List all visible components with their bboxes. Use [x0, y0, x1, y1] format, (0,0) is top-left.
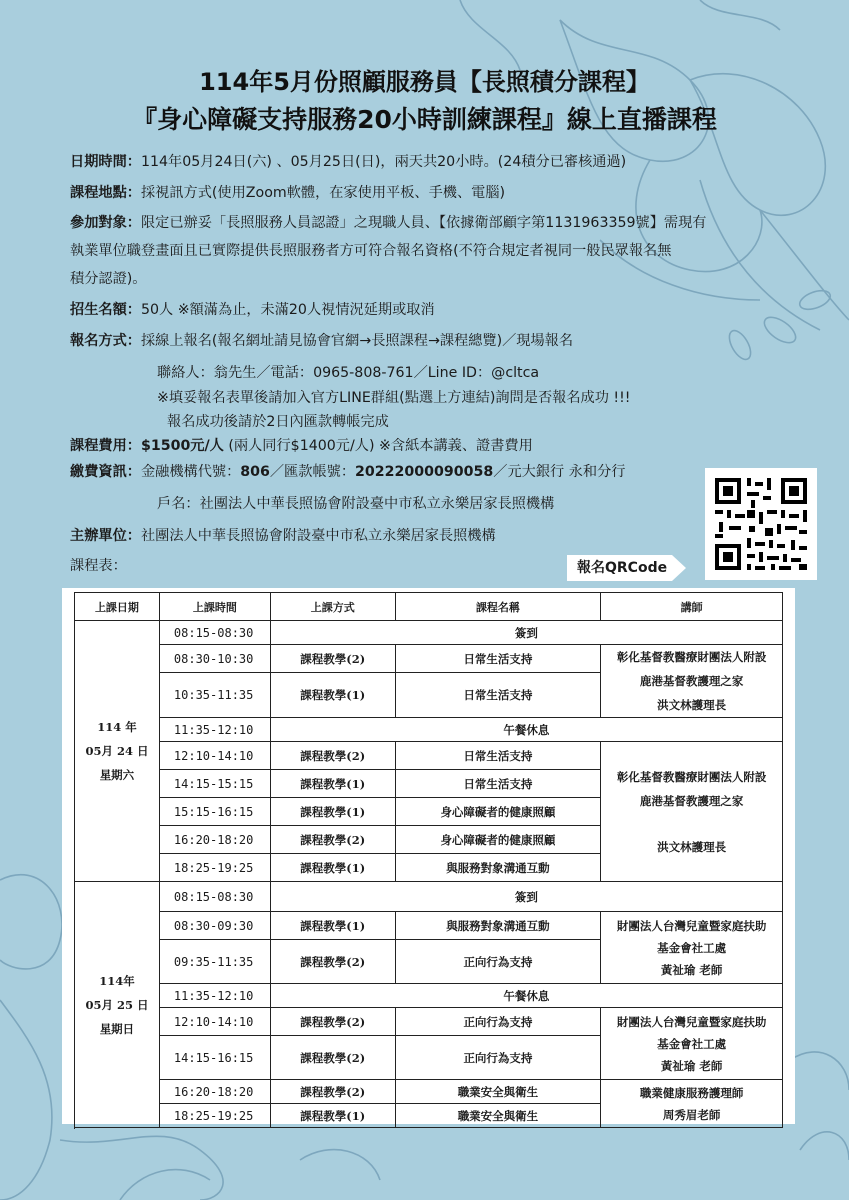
- qr-label: 報名QRCode: [567, 555, 672, 581]
- title-line-2: 『身心障礙支持服務20小時訓練課程』線上直播課程: [132, 105, 717, 134]
- course-cell: 日常生活支持: [395, 742, 601, 770]
- mode-cell: 課程教學(2): [270, 645, 395, 673]
- table-row: [75, 621, 783, 645]
- organizer-row: [70, 526, 496, 546]
- lecturer-cell: [601, 912, 783, 984]
- table-header-row: [75, 593, 783, 621]
- mode-cell: 課程教學(1): [270, 854, 395, 882]
- target-label: 參加對象：: [70, 215, 141, 231]
- register-value: 採線上報名(報名網址請見協會官網→長照課程→課程總覽)／現場報名: [140, 333, 574, 349]
- day1-year: 114 年: [97, 720, 137, 734]
- payment-suffix: ／元大銀行 永和分行: [493, 464, 626, 480]
- course-cell: 正向行為支持: [395, 1008, 601, 1036]
- course-cell: 身心障礙者的健康照顧: [395, 798, 601, 826]
- course-cell: 職業安全與衛生: [395, 1104, 601, 1128]
- header-date: 上課日期: [75, 593, 160, 621]
- mode-cell: 課程教學(2): [270, 1036, 395, 1080]
- course-cell: 日常生活支持: [395, 770, 601, 798]
- payment-mid: ／匯款帳號：: [269, 464, 356, 480]
- lecturer-line: 彰化基督教醫療財團法人附設: [616, 650, 767, 664]
- day1-date: 05月 24 日: [85, 744, 149, 758]
- time-cell: 08:15-08:30: [159, 882, 270, 912]
- fee-row: [70, 436, 533, 456]
- time-cell: 08:30-10:30: [159, 645, 270, 673]
- note-cell: 午餐休息: [270, 984, 782, 1008]
- lecturer-line: 基金會社工處: [657, 940, 727, 955]
- registration-qr-code[interactable]: [705, 468, 817, 580]
- schedule-table-container: [62, 588, 795, 1124]
- time-cell: 12:10-14:10: [159, 742, 270, 770]
- fee-amount: $1500元/人: [140, 438, 224, 454]
- organizer-value: 社團法人中華長照協會附設臺中市私立永樂居家長照機構: [140, 528, 496, 544]
- lecturer-line: 彰化基督教醫療財團法人附設: [616, 769, 767, 784]
- note-cell: 午餐休息: [270, 718, 782, 742]
- organizer-label: 主辦單位：: [70, 528, 141, 544]
- mode-cell: 課程教學(2): [270, 742, 395, 770]
- payment-prefix: 金融機構代號：: [140, 464, 241, 480]
- quota-row: [70, 300, 435, 320]
- register-row: [70, 331, 573, 351]
- course-cell: 日常生活支持: [395, 673, 601, 718]
- payment-label: 繳費資訊：: [70, 464, 141, 480]
- mode-cell: 課程教學(1): [270, 798, 395, 826]
- course-cell: 身心障礙者的健康照顧: [395, 826, 601, 854]
- lecturer-line: 洪文林護理長: [657, 698, 727, 712]
- time-cell: 15:15-16:15: [159, 798, 270, 826]
- date-label: 日期時間：: [70, 154, 141, 170]
- note-cell: 簽到: [270, 621, 782, 645]
- day2-weekday: 星期日: [99, 1021, 135, 1036]
- lecturer-line: 黃祉瑜 老師: [660, 1058, 723, 1073]
- header-time: 上課時間: [159, 593, 270, 621]
- course-cell: 正向行為支持: [395, 1036, 601, 1080]
- table-row: [75, 882, 783, 912]
- course-cell: 職業安全與衛生: [395, 1080, 601, 1104]
- table-row: [75, 1080, 783, 1104]
- account-number: 20222000090058: [355, 464, 494, 480]
- table-row: [75, 1008, 783, 1036]
- target-line-2: 執業單位職登畫面且已實際提供長照服務者方可符合報名資格(不符合規定者視同一般民眾報名無: [70, 243, 672, 259]
- lecturer-cell: [601, 645, 783, 718]
- lecturer-line: 洪文林護理長: [657, 839, 727, 854]
- line-group-note: ※填妥報名表單後請加入官方LINE群組(點選上方連結)詢問是否報名成功 !!!: [157, 390, 631, 406]
- qr-pointer-arrow: [672, 555, 686, 581]
- time-cell: 08:15-08:30: [159, 621, 270, 645]
- lecturer-line: 職業健康服務護理師: [639, 1085, 744, 1100]
- time-cell: 16:20-18:20: [159, 1080, 270, 1104]
- lecturer-line: 財團法人台灣兒童暨家庭扶助: [616, 1014, 767, 1029]
- target-row: [70, 213, 707, 233]
- day2-year: 114年: [99, 973, 135, 988]
- date-value: 114年05月24日(六) 、05月25日(日)，兩天共20小時。(24積分已審核通過): [140, 154, 627, 170]
- time-cell: 16:20-18:20: [159, 826, 270, 854]
- time-cell: 11:35-12:10: [159, 984, 270, 1008]
- time-cell: 11:35-12:10: [159, 718, 270, 742]
- header-course: 課程名稱: [395, 593, 601, 621]
- time-cell: 14:15-15:15: [159, 770, 270, 798]
- transfer-note: 報名成功後請於2日內匯款轉帳完成: [167, 414, 389, 430]
- schedule-label: 課程表：: [70, 558, 127, 574]
- course-cell: 與服務對象溝通互動: [395, 854, 601, 882]
- quota-label: 招生名額：: [70, 302, 141, 318]
- lecturer-cell: [601, 1080, 783, 1128]
- schedule-table: [74, 592, 783, 1128]
- fee-label: 課程費用：: [70, 438, 141, 454]
- venue-row: [70, 183, 505, 203]
- table-row: [75, 645, 783, 673]
- lecturer-line: 周秀眉老師: [662, 1107, 721, 1122]
- day1-weekday: 星期六: [99, 768, 135, 782]
- register-label: 報名方式：: [70, 333, 141, 349]
- mode-cell: 課程教學(1): [270, 673, 395, 718]
- date-row: [70, 152, 626, 172]
- time-cell: 18:25-19:25: [159, 854, 270, 882]
- lecturer-line: 鹿港基督教護理之家: [639, 793, 744, 808]
- table-row: [75, 718, 783, 742]
- mode-cell: 課程教學(2): [270, 826, 395, 854]
- mode-cell: 課程教學(2): [270, 1080, 395, 1104]
- target-line-1: 限定已辦妥「長照服務人員認證」之現職人員、【依據衛部顧字第1131963359號】需現有: [140, 215, 707, 231]
- mode-cell: 課程教學(2): [270, 1008, 395, 1036]
- title-line-1: 114年5月份照顧服務員【長照積分課程】: [199, 68, 650, 96]
- header-mode: 上課方式: [270, 593, 395, 621]
- fee-rest: (兩人同行$1400元/人) ※含紙本講義、證書費用: [223, 438, 533, 454]
- note-cell: 簽到: [270, 882, 782, 912]
- day2-date-cell: [75, 882, 160, 1128]
- table-row: [75, 912, 783, 940]
- qr-code-icon: [705, 468, 817, 580]
- time-cell: 09:35-11:35: [159, 940, 270, 984]
- mode-cell: 課程教學(1): [270, 1104, 395, 1128]
- lecturer-line: 基金會社工處: [657, 1036, 727, 1051]
- table-row: [75, 742, 783, 770]
- course-cell: 與服務對象溝通互動: [395, 912, 601, 940]
- time-cell: 10:35-11:35: [159, 673, 270, 718]
- lecturer-cell: [601, 1008, 783, 1080]
- contact-line: 聯絡人：翁先生／電話：0965-808-761／Line ID：@cltca: [157, 365, 540, 381]
- table-row: [75, 984, 783, 1008]
- course-cell: 日常生活支持: [395, 645, 601, 673]
- time-cell: 08:30-09:30: [159, 912, 270, 940]
- lecturer-line: 黃祉瑜 老師: [660, 962, 723, 977]
- bank-code: 806: [240, 464, 270, 480]
- time-cell: 18:25-19:25: [159, 1104, 270, 1128]
- course-cell: 正向行為支持: [395, 940, 601, 984]
- day2-date: 05月 25 日: [85, 997, 149, 1012]
- mode-cell: 課程教學(1): [270, 912, 395, 940]
- target-line-3: 積分認證)。: [70, 271, 147, 287]
- quota-value: 50人 ※額滿為止，未滿20人視情況延期或取消: [140, 302, 435, 318]
- mode-cell: 課程教學(2): [270, 940, 395, 984]
- lecturer-line: 財團法人台灣兒童暨家庭扶助: [616, 918, 767, 933]
- time-cell: 12:10-14:10: [159, 1008, 270, 1036]
- lecturer-line: 鹿港基督教護理之家: [639, 674, 744, 688]
- header-lecturer: 講師: [601, 593, 783, 621]
- lecturer-cell: [601, 742, 783, 882]
- time-cell: 14:15-16:15: [159, 1036, 270, 1080]
- payment-row: [70, 462, 625, 482]
- day1-date-cell: [75, 621, 160, 882]
- venue-label: 課程地點：: [70, 185, 141, 201]
- mode-cell: 課程教學(1): [270, 770, 395, 798]
- venue-value: 採視訊方式(使用Zoom軟體，在家使用平板、手機、電腦): [140, 185, 506, 201]
- account-name: 戶名：社團法人中華長照協會附設臺中市私立永樂居家長照機構: [157, 496, 555, 512]
